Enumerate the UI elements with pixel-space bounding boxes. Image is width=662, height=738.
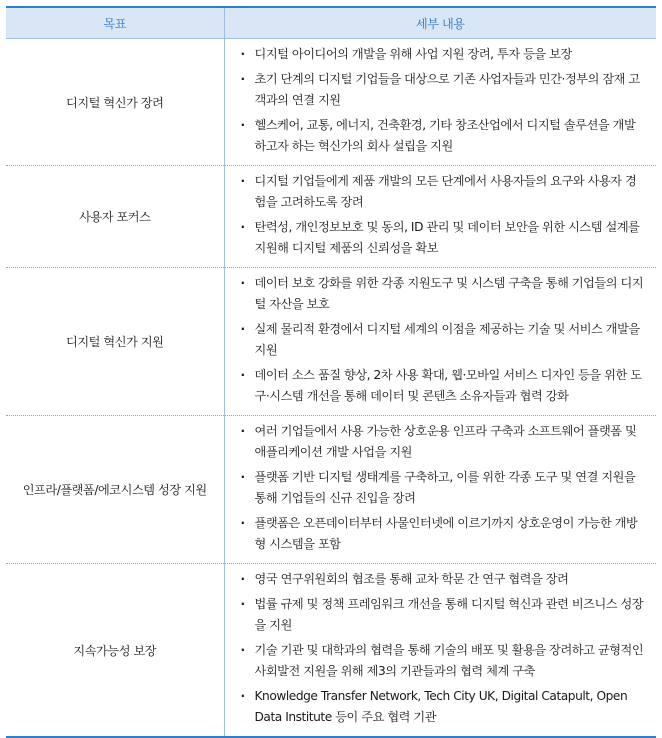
detail-cell [224,39,656,166]
detail-cell [224,564,656,738]
list-item: · 플랫폼 기반 디지털 생태계를 구축하고, 이를 위한 각종 도구 및 연결 지원을 통해 기업들의 신규 진입을 장려 [239,467,645,509]
table-row [6,564,656,738]
list-item: · 디지털 기업들에게 제품 개발의 모든 단계에서 사용자들의 요구와 사용자 경험을 고려하도록 장려 [239,171,645,213]
list-item: · 데이터 보호 강화를 위한 각종 지원도구 및 시스템 구축을 통해 기업들의 디지털 자산을 보호 [239,273,645,315]
detail-list [225,39,657,165]
table-row [6,416,656,564]
header-detail: 세부 내용 [224,7,656,39]
table-row [6,166,656,268]
list-item: · 영국 연구위원회의 협조를 통해 교차 학문 간 연구 협력을 장려 [239,569,645,590]
goal-cell: 사용자 포커스 [6,166,224,268]
table-header-row [6,7,656,39]
table-row [6,39,656,166]
list-item: · 법률 규제 및 정책 프레임워크 개선을 통해 디지털 혁신과 관련 비즈니스 성장을 지원 [239,594,645,636]
list-item: · Knowledge Transfer Network, Tech City UK, Digital Catapult, Open Data Institute 등이 주요 협력 기관 [239,686,645,728]
detail-list [225,166,657,267]
list-item: · 초기 단계의 디지털 기업들을 대상으로 기존 사업자들과 민간·정부의 잠재 고객과의 연결 지원 [239,69,645,111]
header-goal: 목표 [6,7,224,39]
detail-cell [224,268,656,416]
list-item: · 탄력성, 개인정보보호 및 동의, ID 관리 및 데이터 보안을 위한 시스템 설계를 지원해 디지털 제품의 신뢰성을 확보 [239,217,645,259]
list-item: · 디지털 아이디어의 개발을 위해 사업 지원 장려, 투자 등을 보장 [239,44,645,65]
detail-list [225,416,657,563]
goal-cell: 인프라/플랫폼/에코시스템 성장 지원 [6,416,224,564]
detail-list [225,268,657,415]
list-item: · 실제 물리적 환경에서 디지털 세계의 이점을 제공하는 기술 및 서비스 개발을 지원 [239,319,645,361]
detail-list [225,564,657,736]
list-item: · 플랫폼은 오픈데이터부터 사물인터넷에 이르기까지 상호운영이 가능한 개방형 시스템을 포함 [239,513,645,555]
list-item: · 여러 기업들에서 사용 가능한 상호운용 인프라 구축과 소프트웨어 플랫폼 및 애플리케이션 개발 사업을 지원 [239,421,645,463]
goals-table [6,6,656,738]
detail-cell [224,166,656,268]
list-item: · 헬스케어, 교통, 에너지, 건축환경, 기타 창조산업에서 디지털 솔루션을 개발하고자 하는 혁신가의 회사 설립을 지원 [239,115,645,157]
goal-cell: 디지털 혁신가 지원 [6,268,224,416]
goal-cell: 디지털 혁신가 장려 [6,39,224,166]
list-item: · 데이터 소스 품질 향상, 2차 사용 확대, 웹·모바일 서비스 디자인 등을 위한 도구·시스템 개선을 통해 데이터 및 콘텐츠 소유자들과 협력 강화 [239,365,645,407]
list-item: · 기술 기관 및 대학과의 협력을 통해 기술의 배포 및 활용을 장려하고 균형적인 사회발전 지원을 위해 제3의 기관들과의 협력 체계 구축 [239,640,645,682]
table-row [6,268,656,416]
detail-cell [224,416,656,564]
goal-cell: 지속가능성 보장 [6,564,224,738]
